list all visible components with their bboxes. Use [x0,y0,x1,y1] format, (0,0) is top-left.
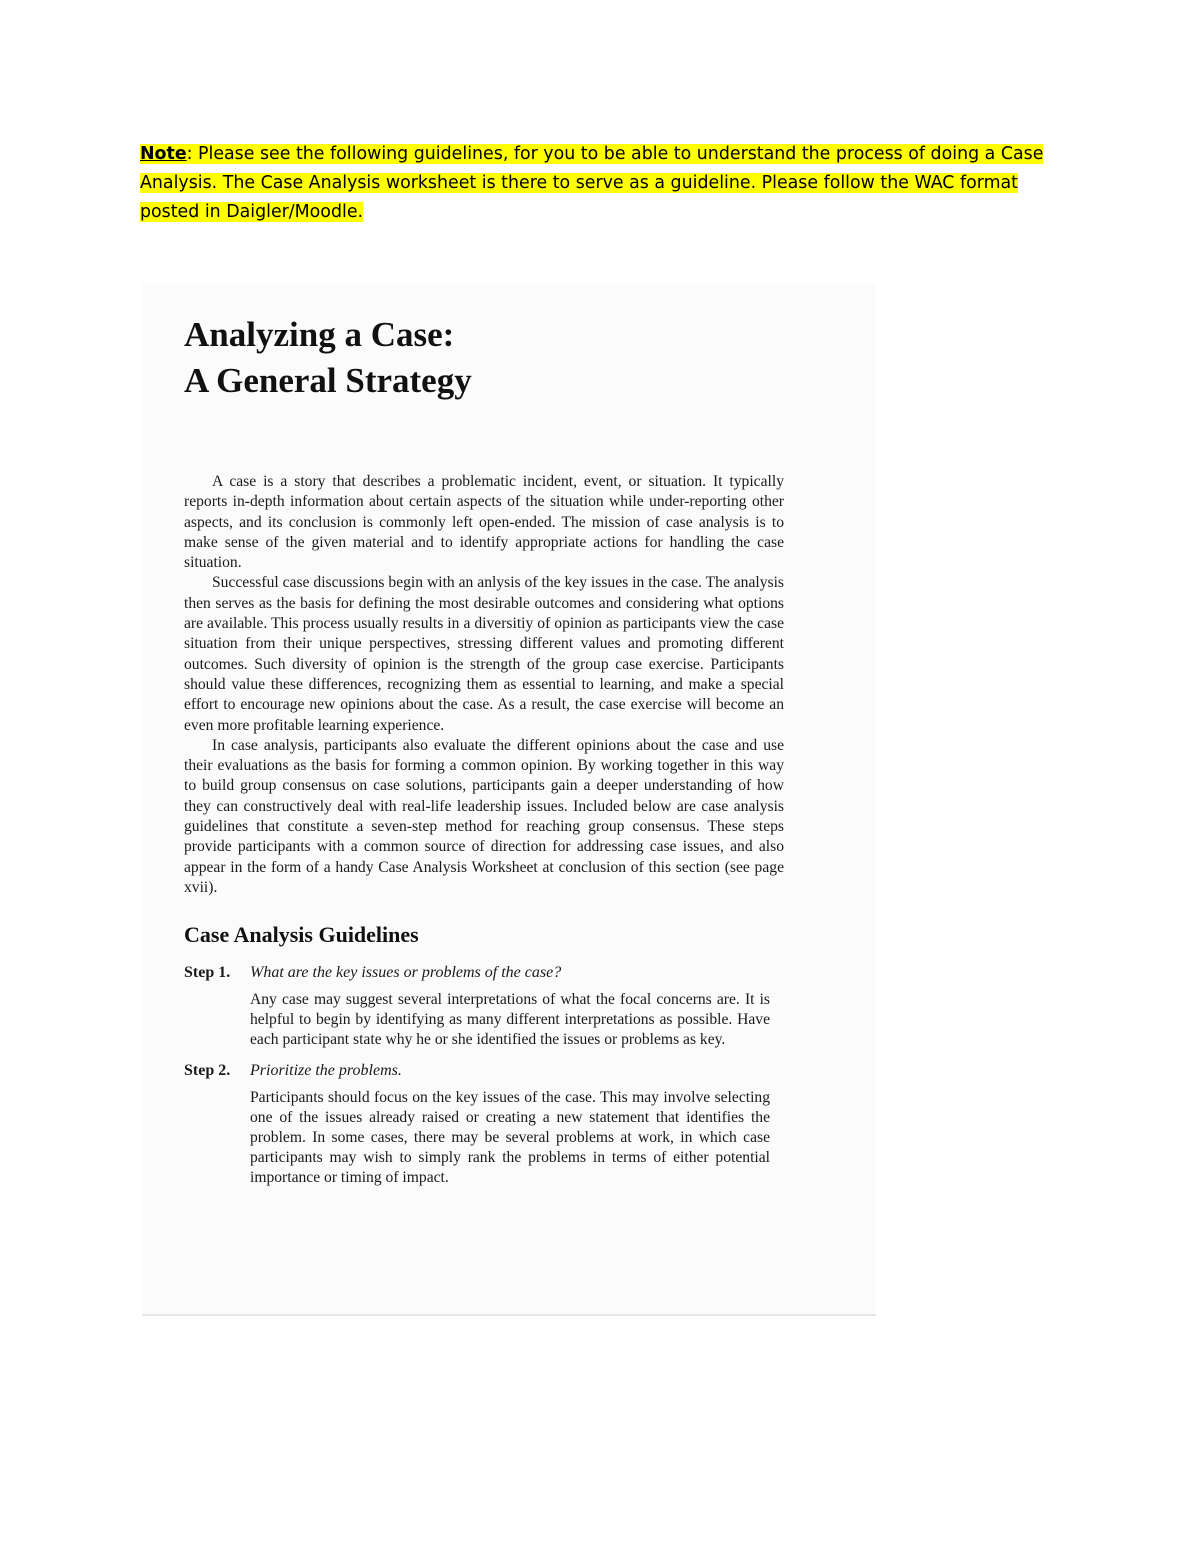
document-content [184,304,784,1198]
step-question: What are the key issues or problems of the case? [250,964,562,982]
note-label: Note [140,144,187,164]
step-label: Step 2. [184,1062,231,1080]
paragraph: A case is a story that describes a problematic incident, event, or situation. It typically reports in-depth information about certain aspects of the situation while under-reporting other aspects, and its conclusion is commonly left open-ended. The mission of case analysis is to make sense of the given material and to identify appropriate actions for handling the case situation. [184,473,784,572]
note-paragraph [140,140,1045,227]
step-body: Any case may suggest several interpretations of what the focal concerns are. It is helpful to begin by identifying as many different interpretations as possible. Have each participant state why he or she identified the issues or problems as key. [250,991,770,1049]
title-line-2: A General Strategy [184,361,472,400]
section-heading: Case Analysis Guidelines [184,922,419,948]
step-question: Prioritize the problems. [250,1062,402,1080]
paragraph: In case analysis, participants also evaluate the different opinions about the case and use their evaluations as the basis for forming a common opinion. By working together in this way to build group consensus on case solutions, participants gain a deeper understanding of how they can constructively deal with real-life leadership issues. Included below are case analysis guidelines that constitute a seven-step method for reaching group consensus. These steps provide participants with a common source of direction for addressing case issues, and also appear in the form of a handy Case Analysis Worksheet at conclusion of this section (see page xvii). [184,736,784,896]
step-1 [184,962,784,1050]
paragraph: Successful case discussions begin with an anlysis of the key issues in the case. The analysis then serves as the basis for defining the most desirable outcomes and considering what options are available. This process usually results in a diversitiy of opinion as participants view the case situation from their unique perspectives, stressing different values and promoting different outcomes. Such diversity of opinion is the strength of the group case exercise. Participants should value these differences, recognizing them as essential to learning, and make a special effort to encourage new opinions about the case. As a result, the case exercise will become an even more profitable learning experience. [184,574,784,734]
title-line-1: Analyzing a Case: [184,315,455,354]
step-body: Participants should focus on the key issues of the case. This may involve selecting one of the issues already raised or creating a new statement that identifies the problem. In some cases, there may be several problems at work, in which case participants may wish to simply rank the problems in terms of either potential importance or timing of impact. [250,1089,770,1187]
step-label: Step 1. [184,964,231,982]
step-2 [184,1060,784,1188]
intro-text [184,472,784,898]
document-title [184,312,784,404]
scanned-document-page [142,284,876,1316]
note-text: : Please see the following guidelines, for you to be able to understand the process of doing a Case Analysis. The Case Analysis worksheet is there to serve as a guideline. Please follow the WAC format posted in Daigler/Moodle. [140,144,1044,222]
